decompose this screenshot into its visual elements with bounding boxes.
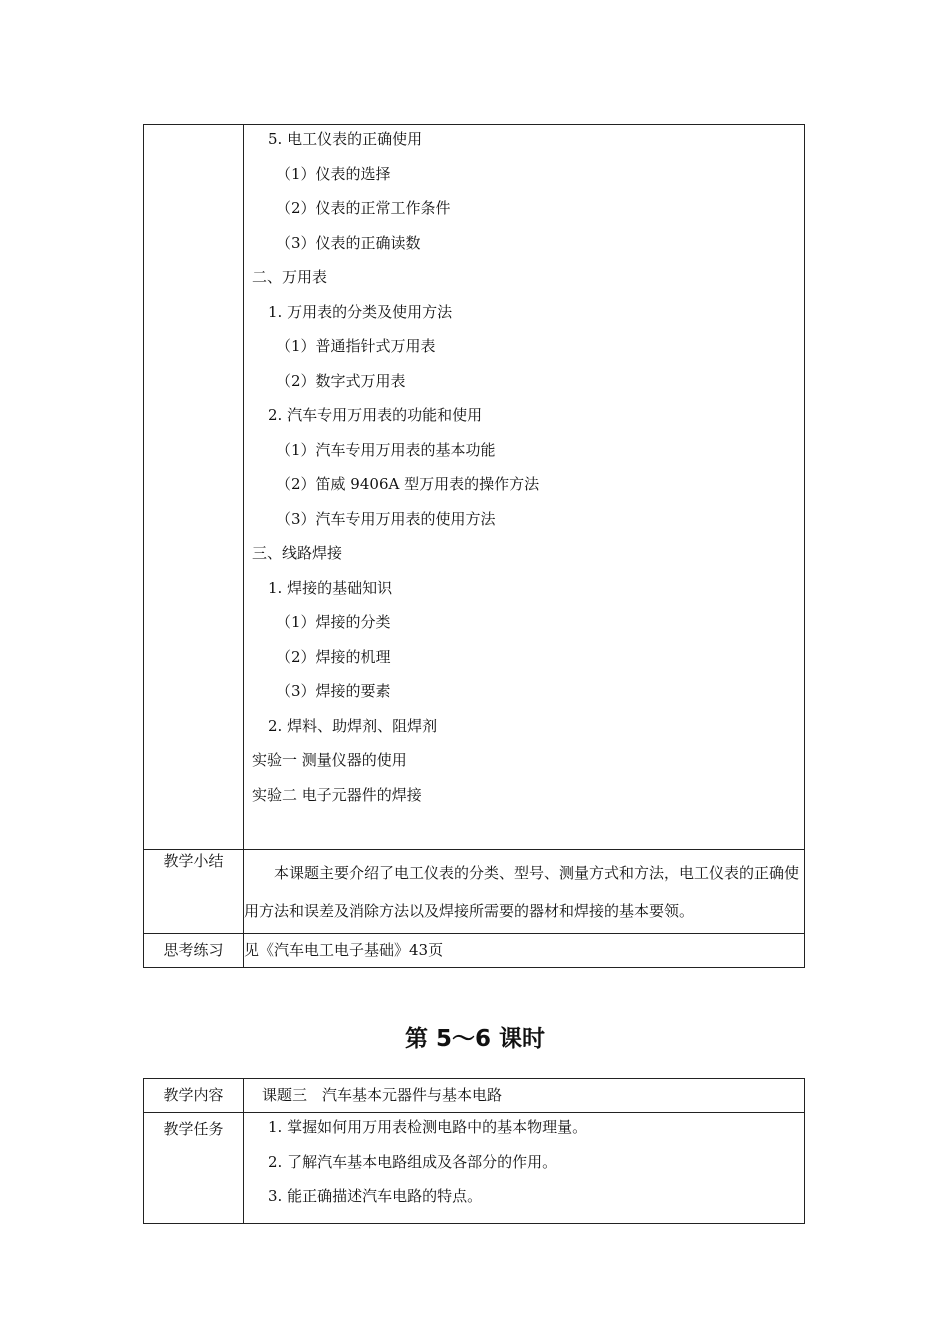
exercise-row xyxy=(144,934,805,968)
outline-line: （1）普通指针式万用表 xyxy=(276,337,436,355)
summary-label: 教学小结 xyxy=(144,850,244,934)
outline-line: 1. 焊接的基础知识 xyxy=(268,578,393,597)
outline-line: （3）焊接的要素 xyxy=(276,682,391,700)
outline-line: 5. 电工仪表的正确使用 xyxy=(268,130,423,148)
outline-line: 三、线路焊接 xyxy=(252,544,343,562)
outline-line: （2）数字式万用表 xyxy=(276,371,406,390)
tasks-cell xyxy=(244,1113,805,1224)
section-title: 第 5～6 课时 xyxy=(404,1026,546,1052)
topic-row xyxy=(144,1079,805,1113)
outline-line: 2. 汽车专用万用表的功能和使用 xyxy=(268,406,483,424)
content-outline xyxy=(244,125,804,815)
tasks-label: 教学任务 xyxy=(144,1113,244,1224)
outline-line: 2. 焊料、助焊剂、阻焊剂 xyxy=(268,716,438,735)
lesson-table-continued xyxy=(143,124,805,968)
exercise-text: 见《汽车电工电子基础》43页 xyxy=(244,934,805,968)
outline-line: （1）焊接的分类 xyxy=(276,613,391,631)
outline-line: 1. 万用表的分类及使用方法 xyxy=(268,302,453,321)
task-list xyxy=(244,1113,804,1217)
outline-line: （3）仪表的正确读数 xyxy=(276,233,421,252)
summary-text: 本课题主要介绍了电工仪表的分类、型号、测量方式和方法，电工仪表的正确使用方法和误差及消除方法以及焊接所需要的器材和焊接的基本要领。 xyxy=(244,850,805,934)
exercise-label: 思考练习 xyxy=(144,934,244,968)
content-label-cell xyxy=(144,125,244,850)
lesson-table xyxy=(143,1078,805,1224)
content-cell xyxy=(244,125,805,850)
summary-row xyxy=(144,850,805,934)
outline-line: 实验一 测量仪器的使用 xyxy=(252,751,407,769)
outline-line: （1）汽车专用万用表的基本功能 xyxy=(276,440,496,459)
outline-line: 实验二 电子元器件的焊接 xyxy=(252,785,422,804)
outline-line: （2）焊接的机理 xyxy=(276,647,391,666)
outline-line: （3）汽车专用万用表的使用方法 xyxy=(276,509,496,528)
outline-line: （1）仪表的选择 xyxy=(276,164,391,183)
outline-line: （2）仪表的正常工作条件 xyxy=(276,199,451,217)
topic-label: 教学内容 xyxy=(144,1079,244,1113)
outline-line: 二、万用表 xyxy=(252,268,328,286)
content-row xyxy=(144,125,805,850)
tasks-row xyxy=(144,1113,805,1224)
outline-line: （2）笛威 9406A 型万用表的操作方法 xyxy=(276,475,540,493)
task-item: 3. 能正确描述汽车电路的特点。 xyxy=(268,1187,483,1205)
task-item: 2. 了解汽车基本电路组成及各部分的作用。 xyxy=(268,1152,558,1171)
topic-text: 课题三 汽车基本元器件与基本电路 xyxy=(244,1079,805,1113)
task-item: 1. 掌握如何用万用表检测电路中的基本物理量。 xyxy=(268,1118,588,1136)
